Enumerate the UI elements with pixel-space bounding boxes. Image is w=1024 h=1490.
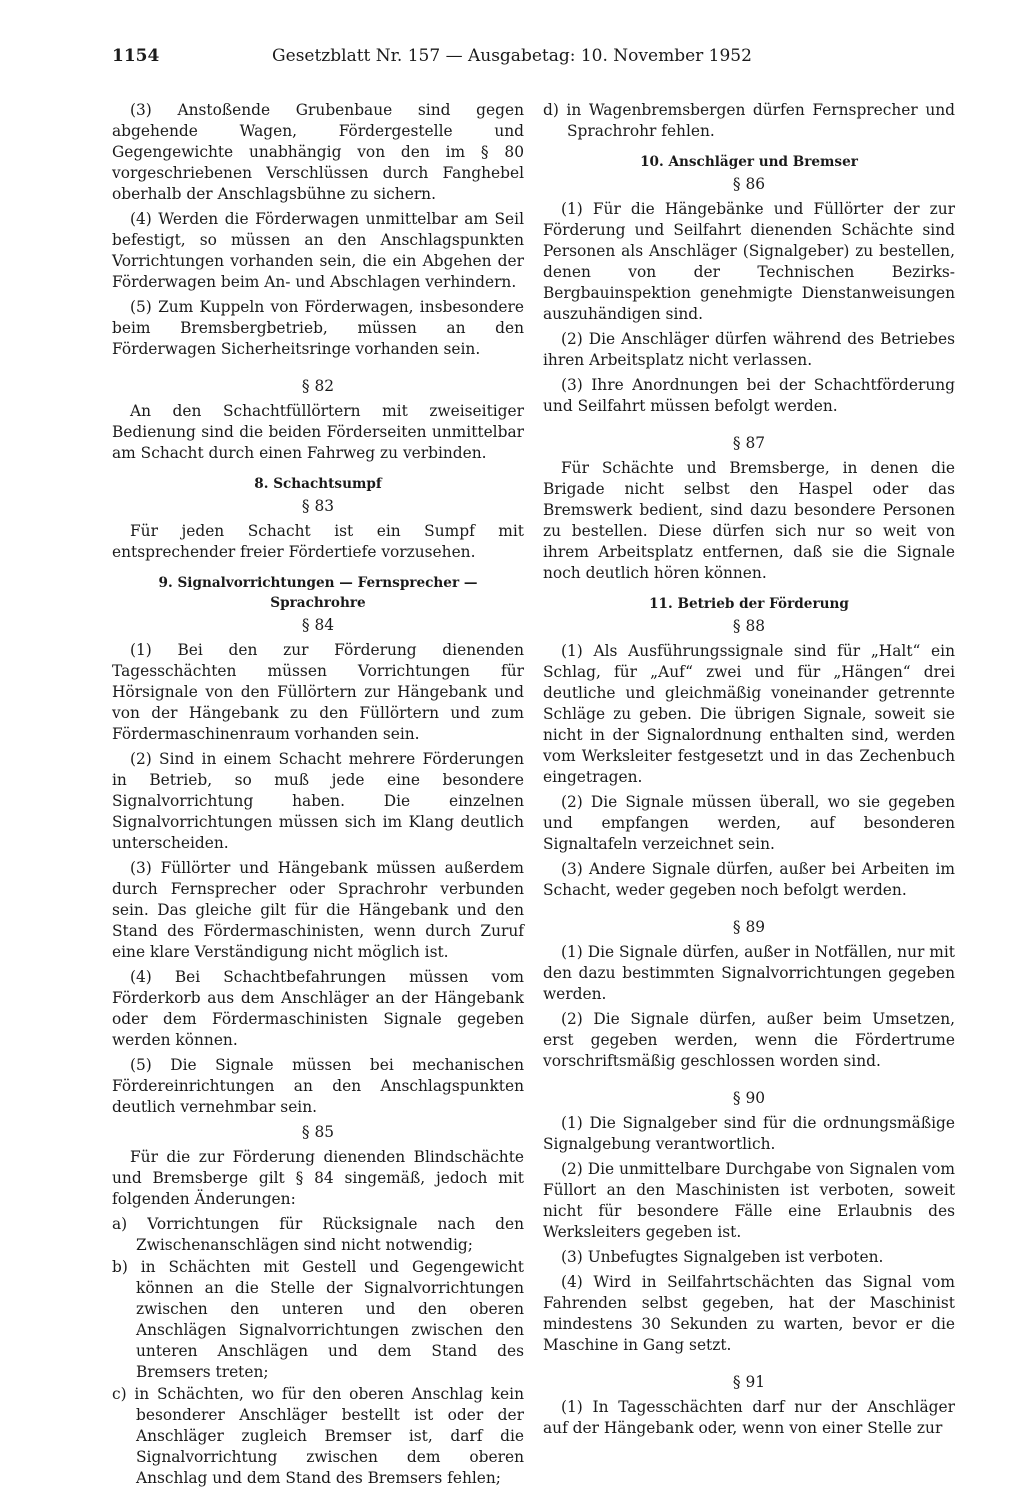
- paragraph: Für die zur Förderung dienenden Blindschächte und Bremsberge gilt § 84 singemäß, jedoch mit folgenden Änderungen:: [112, 1148, 524, 1208]
- paragraph: (1) Als Ausführungssignale sind für „Halt“ ein Schlag, für „Auf“ zwei und für „Hängen“ drei deutliche und gleichmäßig voneinander getrennte Schläge zu geben. Die übrigen Signale, soweit sie nicht in der Signalordnung enthalten sind, werden vom Werksleiter festgesetzt und in das Zechenbuch eingetragen.: [543, 642, 955, 786]
- paragraph: (3) Andere Signale dürfen, außer bei Arbeiten im Schacht, weder gegeben noch befolgt werden.: [543, 860, 955, 899]
- gazette-title: Gesetzblatt Nr. 157 — Ausgabetag: 10. November 1952: [272, 46, 752, 66]
- paragraph: (4) Werden die Förderwagen unmittelbar am Seil befestigt, so müssen an den Anschlagspunkten Vorrichtungen vorhanden sein, die ein Abgehen der Förderwagen beim An- und Abschlagen verhindern.: [112, 210, 524, 291]
- list-item: a) Vorrichtungen für Rücksignale nach den Zwischenanschlägen sind nicht notwendig;: [112, 1215, 524, 1254]
- paragraph: (2) Sind in einem Schacht mehrere Förderungen in Betrieb, so muß jede eine besondere Signalvorrichtung haben. Die einzelnen Signalvorrichtungen müssen sich im Klang deutlich unterscheiden.: [112, 750, 524, 852]
- list-item: d) in Wagenbremsbergen dürfen Fernsprecher und Sprachrohr fehlen.: [543, 101, 955, 140]
- section-number: § 85: [301, 1123, 335, 1141]
- section-number: § 83: [301, 497, 335, 515]
- paragraph: (2) Die Signale dürfen, außer beim Umsetzen, erst gegeben werden, wenn die Fördertrume vorschriftsmäßig geschlossen worden sind.: [543, 1010, 955, 1070]
- paragraph: (2) Die Signale müssen überall, wo sie gegeben und empfangen werden, auf besonderen Signaltafeln verzeichnet sein.: [543, 793, 955, 853]
- paragraph: (1) Die Signale dürfen, außer in Notfällen, nur mit den dazu bestimmten Signalvorrichtungen gegeben werden.: [543, 943, 955, 1003]
- paragraph: (1) Für die Hängebänke und Füllörter der zur Förderung und Seilfahrt dienenden Schächte sind Personen als Anschläger (Signalgeber) zu bestellen, denen von der Technischen Bezirks-Bergbauinspektion genehmigte Dienstanweisungen auszuhändigen sind.: [543, 200, 955, 323]
- paragraph: (3) Ihre Anordnungen bei der Schachtförderung und Seilfahrt müssen befolgt werden.: [543, 376, 955, 415]
- section-number: § 84: [301, 616, 335, 634]
- paragraph: (2) Die Anschläger dürfen während des Betriebes ihren Arbeitsplatz nicht verlassen.: [543, 330, 955, 369]
- chapter-heading: 11. Betrieb der Förderung: [649, 596, 849, 612]
- paragraph: (1) Bei den zur Förderung dienenden Tagesschächten müssen Vorrichtungen für Hörsignale von den Füllörtern zur Hängebank und von der Hängebank zu den Füllörtern und zum Fördermaschinenraum vorhanden sein.: [112, 641, 524, 743]
- section-number: § 88: [732, 617, 766, 635]
- page-header: [112, 46, 912, 74]
- paragraph: (1) In Tagesschächten darf nur der Anschläger auf der Hängebank oder, wenn von einer Stelle zur: [543, 1398, 955, 1437]
- chapter-heading: 10. Anschläger und Bremser: [640, 154, 858, 170]
- page-number: 1154: [112, 46, 160, 66]
- paragraph: (4) Bei Schachtbefahrungen müssen vom Förderkorb aus dem Anschläger an der Hängebank oder dem Fördermaschinisten Signale gegeben werden können.: [112, 968, 524, 1049]
- list-item: b) in Schächten mit Gestell und Gegengewicht können an die Stelle der Signalvorrichtungen zwischen den unteren und den oberen Anschlägen Signalvorrichtungen zwischen den unteren Anschlägen und dem Stand des Bremsers treten;: [112, 1258, 524, 1381]
- left-column: [112, 100, 524, 1490]
- paragraph: (5) Zum Kuppeln von Förderwagen, insbesondere beim Bremsbergbetrieb, müssen an den Förderwagen Sicherheitsringe vorhanden sein.: [112, 298, 524, 358]
- section-number: § 91: [732, 1373, 766, 1391]
- paragraph: (1) Die Signalgeber sind für die ordnungsmäßige Signalgebung verantwortlich.: [543, 1114, 955, 1153]
- section-number: § 86: [732, 175, 766, 193]
- paragraph: Für jeden Schacht ist ein Sumpf mit entsprechender freier Fördertiefe vorzusehen.: [112, 522, 524, 561]
- chapter-heading: 9. Signalvorrichtungen — Fernsprecher — Sprachrohre: [158, 575, 478, 611]
- paragraph: Für Schächte und Bremsberge, in denen die Brigade nicht selbst den Haspel oder das Bremswerk bedient, sind dazu besondere Personen zu bestellen. Diese dürfen sich nur so weit von ihrem Arbeitsplatz entfernen, daß sie die Signale noch deutlich hören können.: [543, 459, 955, 582]
- list-item: c) in Schächten, wo für den oberen Anschlag kein besonderer Anschläger bestellt ist oder der Anschläger zugleich Bremser ist, darf die Signalvorrichtung zwischen dem oberen Anschlag und dem Stand des Bremsers fehlen;: [112, 1385, 524, 1487]
- paragraph: (3) Unbefugtes Signalgeben ist verboten.: [561, 1248, 884, 1266]
- paragraph: (3) Anstoßende Grubenbaue sind gegen abgehende Wagen, Fördergestelle und Gegengewichte unabhängig von den im § 80 vorgeschriebenen Verschlüssen durch Fanghebel oberhalb der Anschlagsbühne zu sichern.: [112, 101, 524, 203]
- paragraph: (2) Die unmittelbare Durchgabe von Signalen vom Füllort an den Maschinisten ist verboten, soweit nicht für besondere Fälle eine Erlaubnis des Werksleiters gegeben ist.: [543, 1160, 955, 1241]
- paragraph: An den Schachtfüllörtern mit zweiseitiger Bedienung sind die beiden Förderseiten unmittelbar am Schacht durch einen Fahrweg zu verbinden.: [112, 402, 524, 462]
- chapter-heading: 8. Schachtsumpf: [254, 476, 382, 492]
- section-number: § 82: [301, 377, 335, 395]
- section-number: § 87: [732, 434, 766, 452]
- paragraph: (4) Wird in Seilfahrtschächten das Signal vom Fahrenden selbst gegeben, hat der Maschinist mindestens 30 Sekunden zu warten, bevor er die Maschine in Gang setzt.: [543, 1273, 955, 1354]
- paragraph: (3) Füllörter und Hängebank müssen außerdem durch Fernsprecher oder Sprachrohr verbunden sein. Das gleiche gilt für die Hängebank und den Stand des Fördermaschinisten, wenn durch Zuruf eine klare Verständigung nicht möglich ist.: [112, 859, 524, 961]
- right-column: [543, 100, 955, 1443]
- section-number: § 89: [732, 918, 766, 936]
- section-number: § 90: [732, 1089, 766, 1107]
- paragraph: (5) Die Signale müssen bei mechanischen Fördereinrichtungen an den Anschlagspunkten deutlich vernehmbar sein.: [112, 1056, 524, 1116]
